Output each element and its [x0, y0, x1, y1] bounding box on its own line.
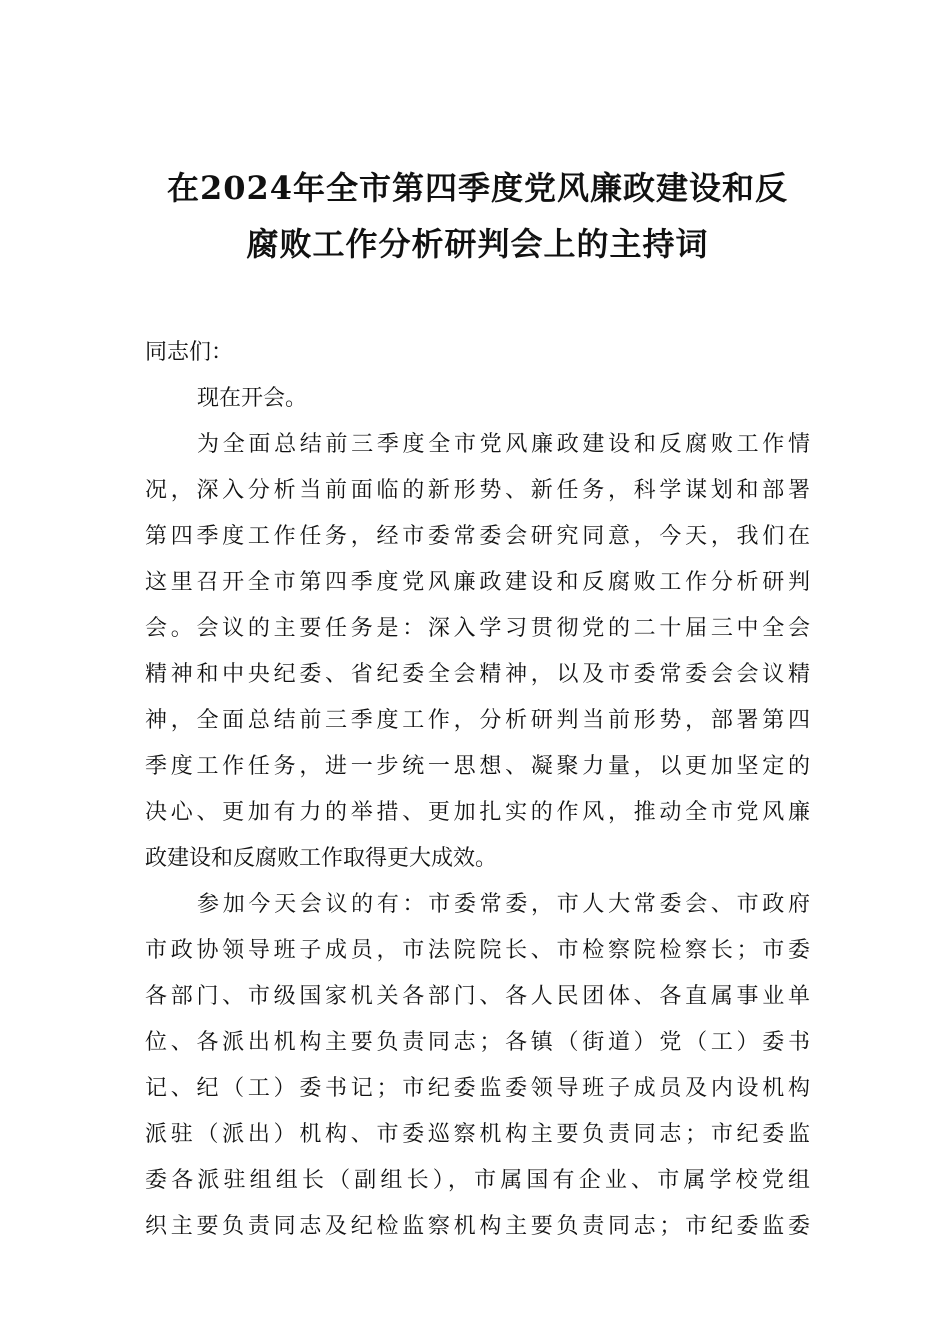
paragraph-3-line: 市政协领导班子成员，市法院院长、市检察院检察长；市委 — [145, 938, 810, 963]
paragraph-2-line: 决心、更加有力的举措、更加扎实的作风，推动全市党风廉 — [145, 800, 810, 825]
page-title — [145, 160, 810, 272]
paragraph-3-line: 委各派驻组组长（副组长），市属国有企业、市属学校党组 — [145, 1168, 810, 1193]
title-line-1: 在2024年全市第四季度党风廉政建设和反 — [166, 169, 789, 207]
paragraph-2-line: 精神和中央纪委、省纪委全会精神，以及市委常委会会议精 — [145, 662, 810, 687]
paragraph-2-line: 会。会议的主要任务是：深入学习贯彻党的二十届三中全会 — [145, 616, 810, 641]
paragraph-3-line: 派驻（派出）机构、市委巡察机构主要负责同志；市纪委监 — [145, 1122, 810, 1147]
paragraph-2-line: 为全面总结前三季度全市党风廉政建设和反腐败工作情 — [197, 432, 810, 457]
paragraph-3-line: 织主要负责同志及纪检监察机构主要负责同志；市纪委监委 — [145, 1214, 810, 1239]
salutation: 同志们： — [145, 340, 234, 365]
title-line-2: 腐败工作分析研判会上的主持词 — [246, 225, 709, 263]
paragraph-2-line: 政建设和反腐败工作取得更大成效。 — [145, 846, 498, 871]
paragraph-2-line: 这里召开全市第四季度党风廉政建设和反腐败工作分析研判 — [145, 570, 810, 595]
paragraph-2-line: 神，全面总结前三季度工作，分析研判当前形势，部署第四 — [145, 708, 810, 733]
paragraph-1-line: 现在开会。 — [197, 386, 308, 411]
document-body — [145, 330, 810, 1250]
paragraph-2-line: 第四季度工作任务，经市委常委会研究同意，今天，我们在 — [145, 524, 810, 549]
paragraph-2-line: 况，深入分析当前面临的新形势、新任务，科学谋划和部署 — [145, 478, 810, 503]
paragraph-2-line: 季度工作任务，进一步统一思想、凝聚力量，以更加坚定的 — [145, 754, 810, 779]
paragraph-3-line: 位、各派出机构主要负责同志；各镇（街道）党（工）委书 — [145, 1030, 810, 1055]
paragraph-3-line: 记、纪（工）委书记；市纪委监委领导班子成员及内设机构 — [145, 1076, 810, 1101]
paragraph-3-line: 参加今天会议的有：市委常委，市人大常委会、市政府 — [197, 892, 810, 917]
paragraph-3-line: 各部门、市级国家机关各部门、各人民团体、各直属事业单 — [145, 984, 810, 1009]
